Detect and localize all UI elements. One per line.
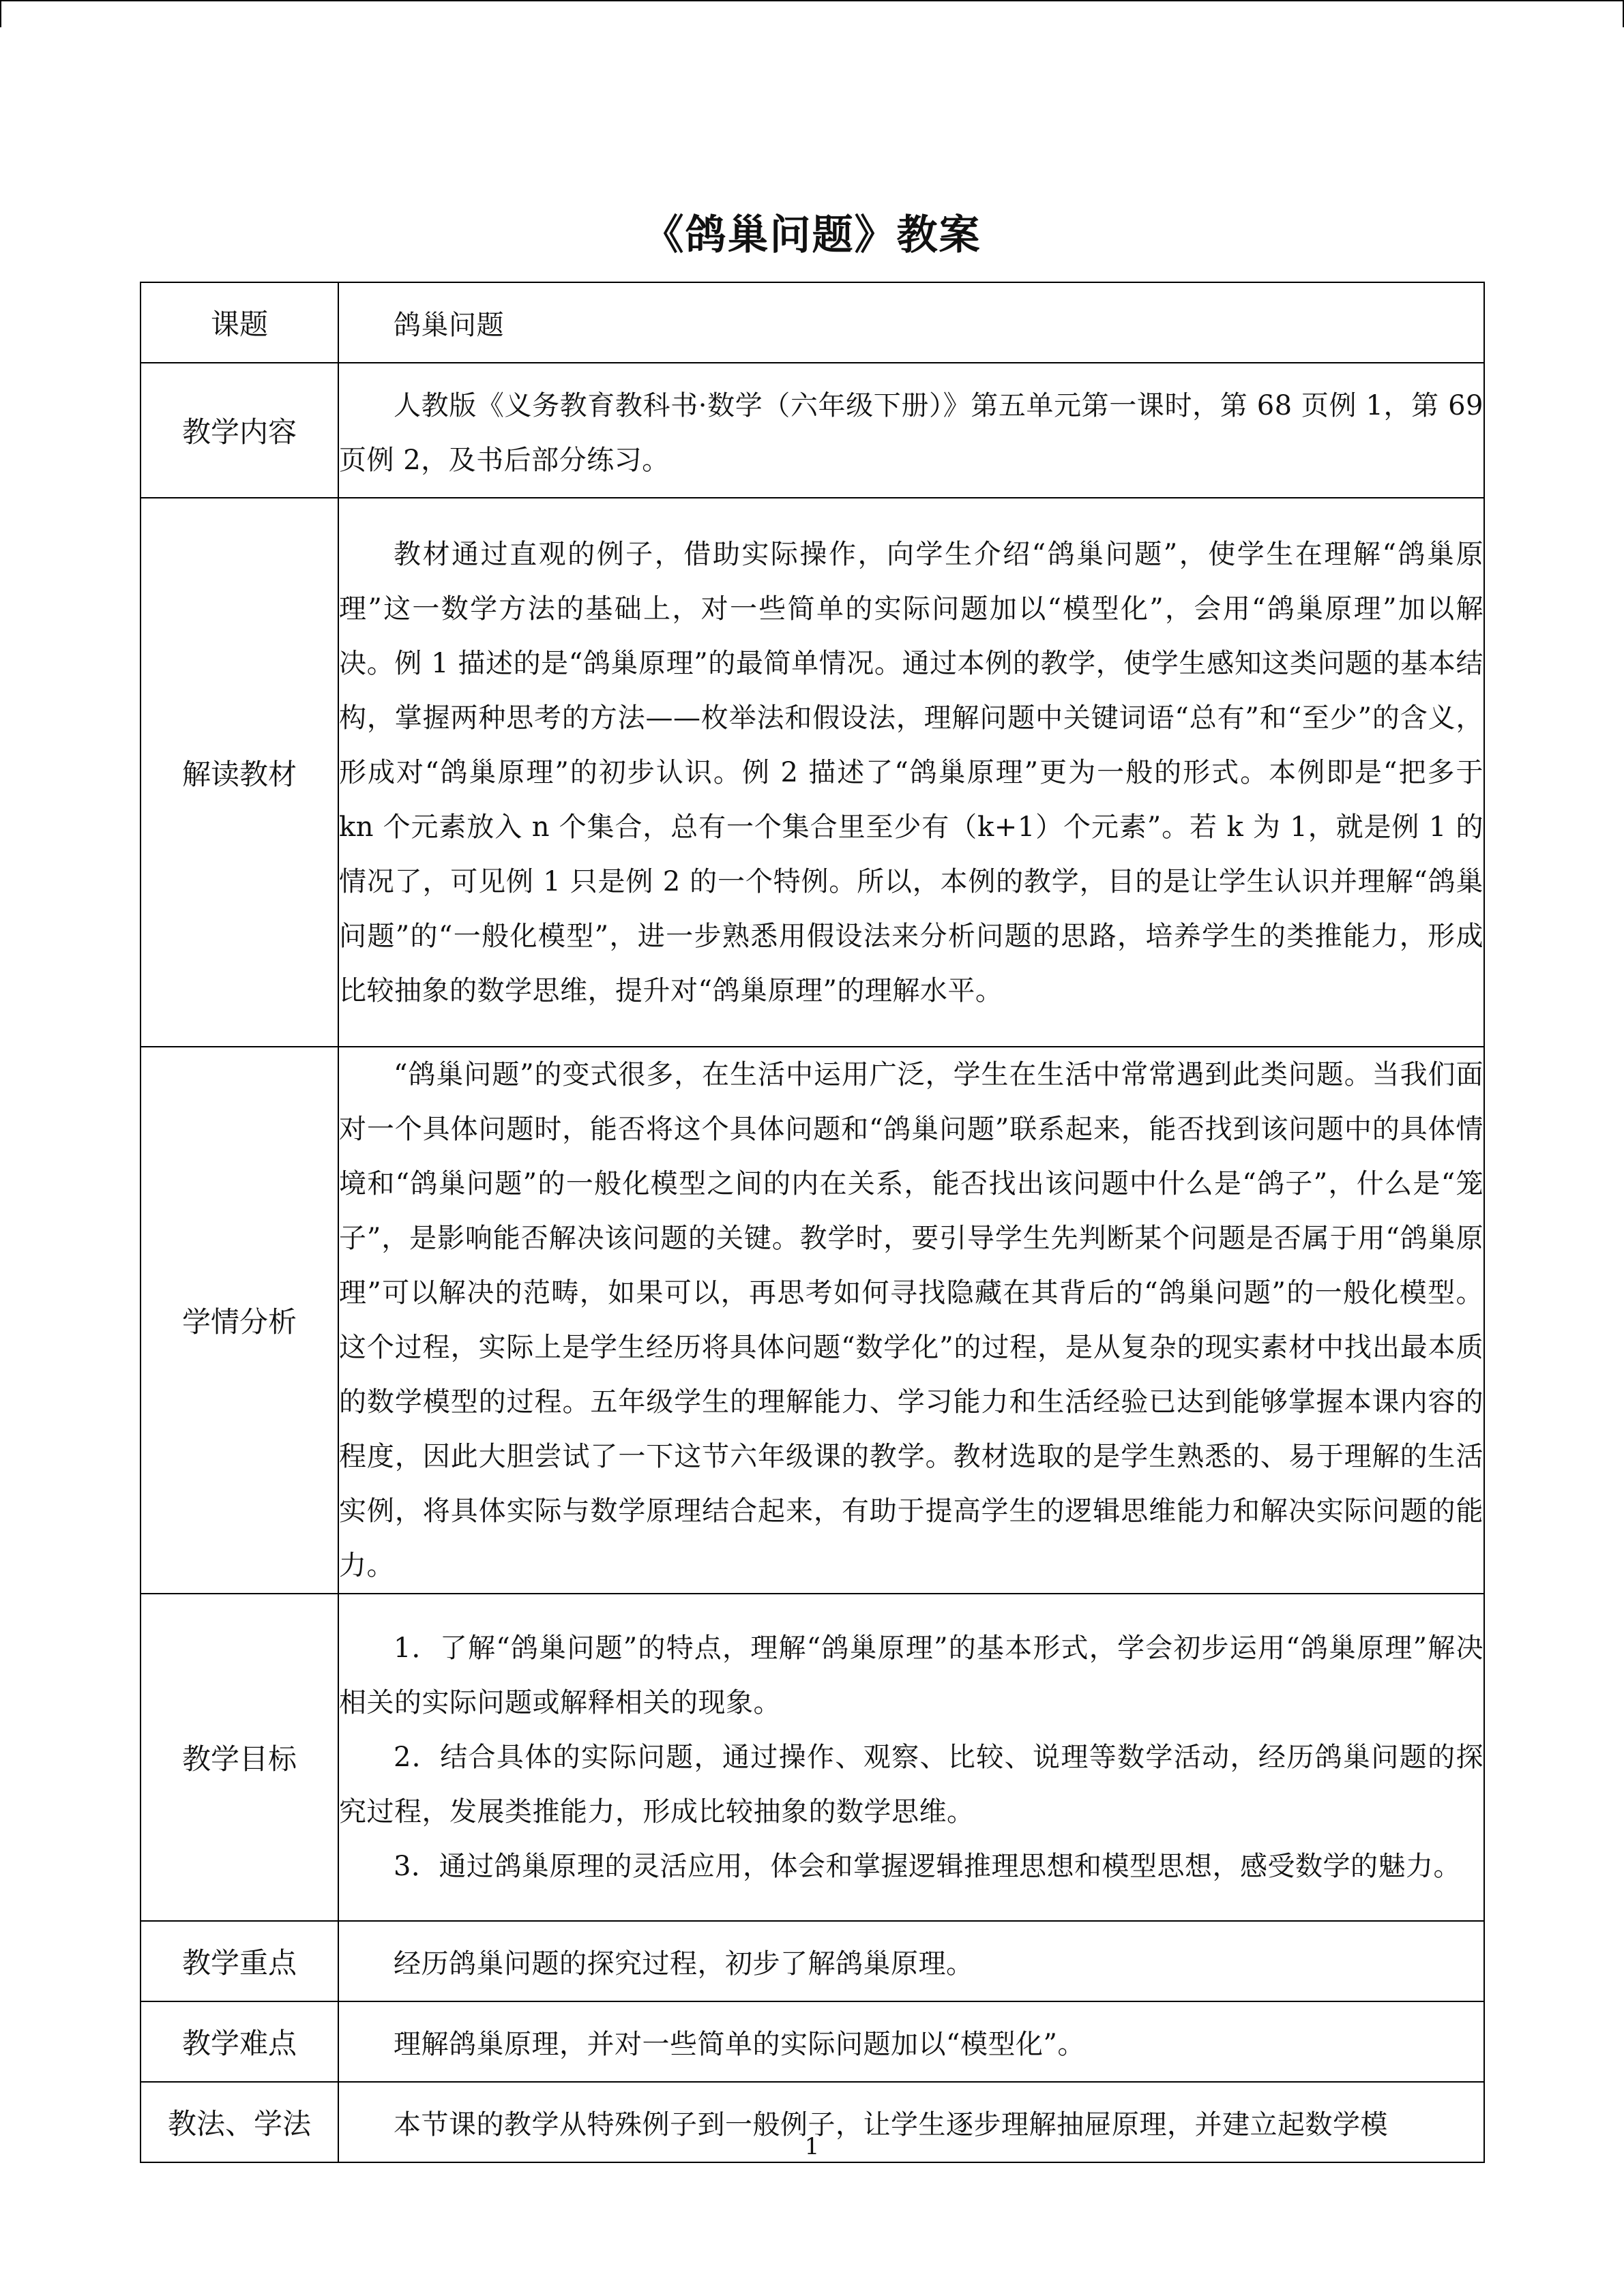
content-paragraph: 理解鸽巢原理，并对一些简单的实际问题加以“模型化”。: [394, 2029, 1085, 2060]
content-paragraph: 教材通过直观的例子，借助实际操作，向学生介绍“鸽巢问题”，使学生在理解“鸽巢原理”这一数学方法的基础上，对一些简单的实际问题加以“模型化”，会用“鸽巢原理”加以解决。例 1 描述的是“鸽巢原理”的最简单情况。通过本例的教学，使学生感知这类问题的基本结构，掌握两种思考的方法——枚举法和假设法，理解问题中关键词语“总有”和“至少”的含义，形成对“鸽巢原理”的初步认识。例 2 描述了“鸽巢原理”更为一般的形式。本例即是“把多于 kn 个元素放入 n 个集合，总有一个集合里至少有（k+1）个元素”。若 k 为 1，就是例 1 的情况了，可见例 1 只是例 2 的一个特例。所以，本例的教学，目的是让学生认识并理解“鸽巢问题”的“一般化模型”，进一步熟悉用假设法来分析问题的思路，培养学生的类推能力，形成比较抽象的数学思维，提升对“鸽巢原理”的理解水平。: [339, 538, 1483, 1007]
content-paragraph: 本节课的教学从特殊例子到一般例子，让学生逐步理解抽屉原理，并建立起数学模: [394, 2109, 1388, 2141]
page-top-border: [0, 0, 1624, 1]
row-label: 教法、学法: [141, 2082, 338, 2162]
row-content: [338, 1047, 1484, 1594]
table-row: [141, 282, 1484, 363]
row-content: [338, 2001, 1484, 2082]
lesson-plan-table: [140, 282, 1485, 2163]
content-paragraph: 2．结合具体的实际问题，通过操作、观察、比较、说理等数学活动，经历鸽巢问题的探究过程，发展类推能力，形成比较抽象的数学思维。: [339, 1742, 1483, 1828]
page-number: 1: [804, 2133, 820, 2160]
content-paragraph: 人教版《义务教育教科书·数学（六年级下册）》第五单元第一课时，第 68 页例 1，第 69 页例 2，及书后部分练习。: [339, 390, 1483, 476]
row-label: 课题: [141, 282, 338, 363]
row-label: 教学内容: [141, 363, 338, 498]
table-row: [141, 363, 1484, 498]
row-label: 解读教材: [141, 498, 338, 1047]
row-label: 教学目标: [141, 1594, 338, 1921]
row-content: [338, 1921, 1484, 2001]
table-row: [141, 1921, 1484, 2001]
content-paragraph: 经历鸽巢问题的探究过程，初步了解鸽巢原理。: [394, 1948, 974, 1980]
content-paragraph: 鸽巢问题: [394, 310, 504, 341]
content-paragraph: 1．了解“鸽巢问题”的特点，理解“鸽巢原理”的基本形式，学会初步运用“鸽巢原理”解决相关的实际问题或解释相关的现象。: [339, 1632, 1483, 1718]
row-label: 学情分析: [141, 1047, 338, 1594]
table-row: [141, 498, 1484, 1047]
content-paragraph: “鸽巢问题”的变式很多，在生活中运用广泛，学生在生活中常常遇到此类问题。当我们面对一个具体问题时，能否将这个具体问题和“鸽巢问题”联系起来，能否找到该问题中的具体情境和“鸽巢问题”的一般化模型之间的内在关系，能否找出该问题中什么是“鸽子”，什么是“笼子”，是影响能否解决该问题的关键。教学时，要引导学生先判断某个问题是否属于用“鸽巢原理”可以解决的范畴，如果可以，再思考如何寻找隐藏在其背后的“鸽巢问题”的一般化模型。这个过程，实际上是学生经历将具体问题“数学化”的过程，是从复杂的现实素材中找出最本质的数学模型的过程。五年级学生的理解能力、学习能力和生活经验已达到能够掌握本课内容的程度，因此大胆尝试了一下这节六年级课的教学。教材选取的是学生熟悉的、易于理解的生活实例，将具体实际与数学原理结合起来，有助于提高学生的逻辑思维能力和解决实际问题的能力。: [339, 1059, 1483, 1581]
table-row: [141, 2001, 1484, 2082]
row-content: [338, 363, 1484, 498]
row-content: [338, 282, 1484, 363]
row-content: [338, 1594, 1484, 1921]
table-row: [141, 1594, 1484, 1921]
lesson-plan-table-body: [141, 282, 1484, 2162]
document-title: 《鸽巢问题》教案: [643, 211, 981, 259]
row-label: 教学难点: [141, 2001, 338, 2082]
content-paragraph: 3．通过鸽巢原理的灵活应用，体会和掌握逻辑推理思想和模型思想，感受数学的魅力。: [394, 1851, 1461, 1882]
page-left-border: [0, 0, 1, 27]
row-content: [338, 498, 1484, 1047]
table-row: [141, 1047, 1484, 1594]
row-label: 教学重点: [141, 1921, 338, 2001]
